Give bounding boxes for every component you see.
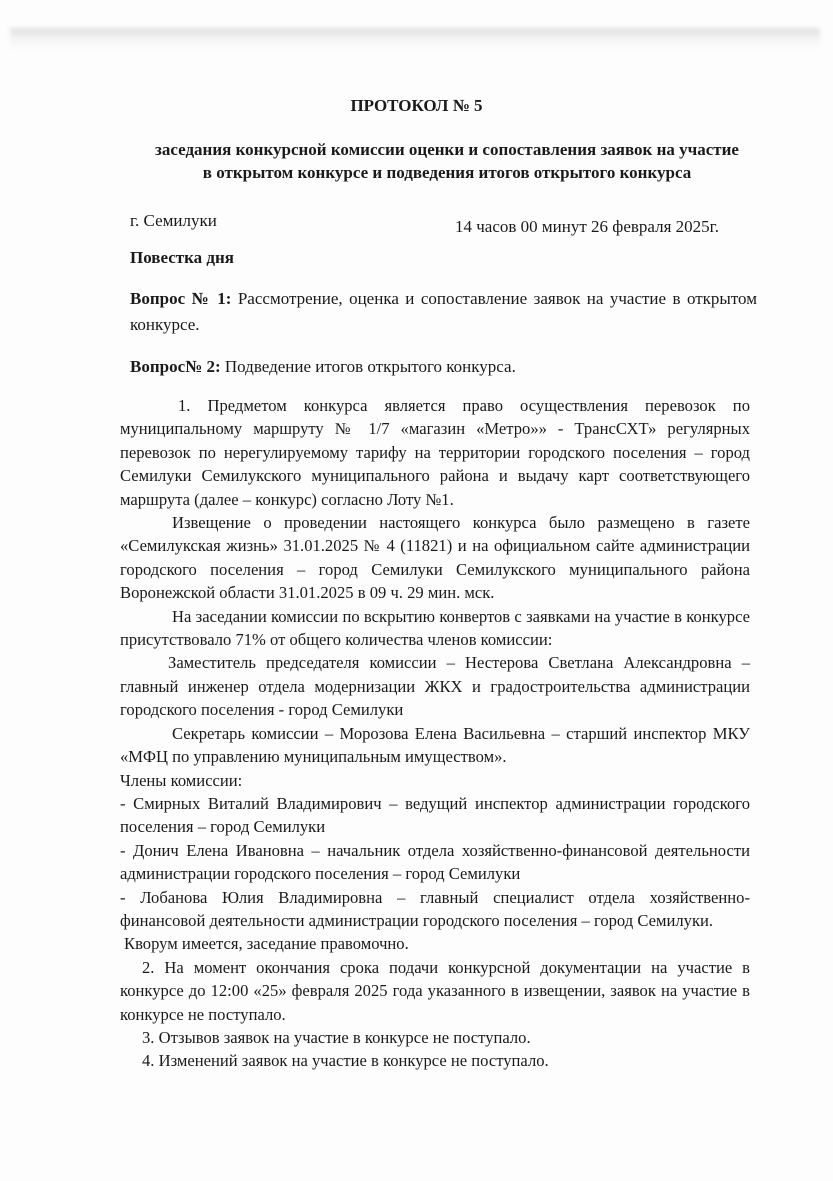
question-2-text: Подведение итогов открытого конкурса. (220, 357, 516, 376)
paragraph-deputy-chair: Заместитель председателя комиссии – Нестерова Светлана Александровна – главный инженер отдела модернизации ЖКХ и градостроительства администрации городского поселения - город Семилуки (120, 653, 750, 720)
question-1-label: Вопрос № 1: (130, 289, 232, 308)
meeting-datetime: 14 часов 00 минут 26 февраля 2025г. (455, 217, 719, 236)
subtitle-line-2: в открытом конкурсе и подведения итогов открытого конкурса (202, 163, 692, 182)
paragraph-members-heading: Члены комиссии: (120, 770, 243, 790)
paragraph-attendance: На заседании комиссии по вскрытию конвертов с заявками на участие в конкурсе присутствовало 71% от общего количества членов комиссии: (120, 606, 750, 650)
meeting-place: г. Семилуки (130, 211, 217, 230)
document-title: ПРОТОКОЛ № 5 (350, 96, 483, 115)
subtitle-line-1: заседания конкурсной комиссии оценки и сопоставления заявок на участие (155, 140, 739, 159)
paragraph-secretary: Секретарь комиссии – Морозова Елена Васильевна – старший инспектор МКУ «МФЦ по управлению муниципальным имуществом». (120, 723, 750, 767)
paragraph-quorum: Кворум имеется, заседание правомочно. (124, 934, 409, 954)
member-item: - Донич Елена Ивановна – начальник отдела хозяйственно-финансовой деятельности администрации городского поселения – город Семилуки (120, 840, 750, 884)
agenda-heading: Повестка дня (130, 248, 235, 267)
paragraph-changes: 4. Изменений заявок на участие в конкурсе не поступало. (142, 1051, 549, 1071)
paragraph-withdrawals: 3. Отзывов заявок на участие в конкурсе не поступало. (142, 1027, 531, 1047)
question-1-text: Рассмотрение, оценка и сопоставление заявок на участие в открытом конкурсе. (130, 289, 757, 334)
protocol-body (120, 394, 750, 1073)
document-subtitle (120, 138, 774, 184)
paragraph-deadline: 2. На момент окончания срока подачи конкурсной документации на участие в конкурсе до 12:00 «25» февраля 2025 года указанного в извещении, заявок на участие в конкурсе не поступало. (120, 957, 750, 1024)
member-item: - Лобанова Юлия Владимировна – главный специалист отдела хозяйственно-финансовой деятельности администрации городского поселения – город Семилуки. (120, 887, 750, 930)
agenda-question-1 (130, 286, 757, 338)
paragraph-subject: 1. Предметом конкурса является право осуществления перевозок по муниципальному маршруту № 1/7 «магазин «Метро»» - ТрансСХТ» регулярных перевозок по нерегулируемому тарифу на территории городского поселения – город Семилуки Семилукского муниципального района и выдачу карт соответствующего маршрута (далее – конкурс) согласно Лоту №1. (120, 396, 750, 509)
member-item: - Смирных Виталий Владимирович – ведущий инспектор администрации городского поселения – город Семилуки (120, 793, 750, 837)
agenda-question-2 (130, 354, 757, 380)
paragraph-notice: Извещение о проведении настоящего конкурса было размещено в газете «Семилукская жизнь» 31.01.2025 № 4 (11821) и на официальном сайте администрации городского поселения – город Семилуки Семилукского муниципального района Воронежской области 31.01.2025 в 09 ч. 29 мин. мск. (120, 513, 750, 603)
question-2-label: Вопрос№ 2: (130, 357, 221, 376)
